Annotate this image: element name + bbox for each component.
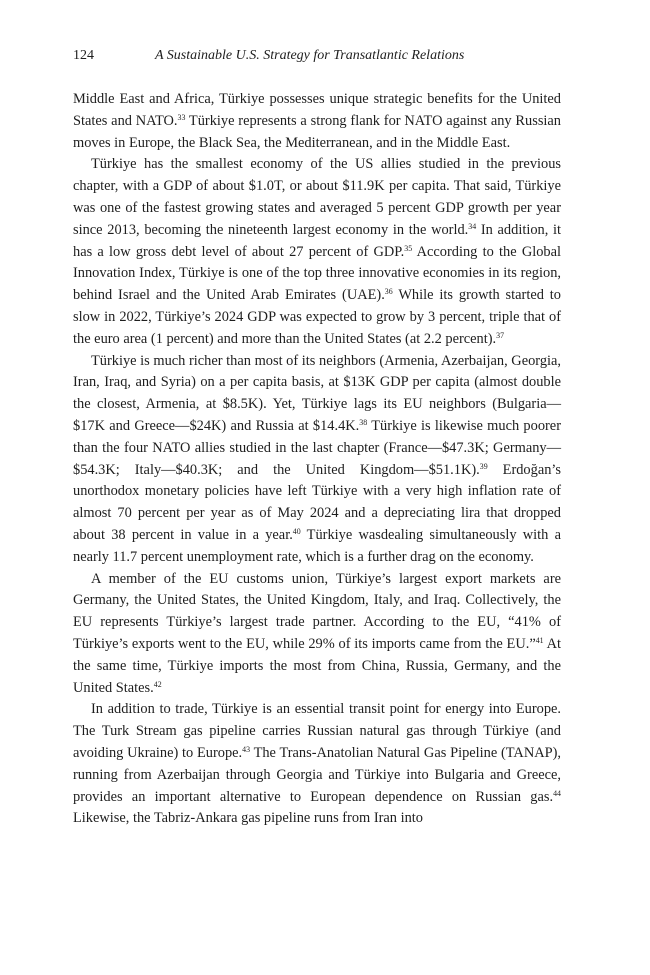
paragraph-text: Türkiye wasdealing simultaneously with a nearly 11.7 percent unemployment rate, which is a further drag on the economy.	[73, 526, 561, 565]
footnote-marker: 35	[404, 243, 413, 253]
footnote-marker: 34	[468, 221, 477, 231]
paragraph	[73, 351, 561, 569]
paragraph-text: A member of the EU customs union, Türkiye’s largest export markets are Germany, the United States, the United Kingdom, Italy, and Iraq. Collectively, the EU represents Türkiye’s largest trade partner. According to the EU, “41% of Türkiye’s exports went to the EU, while 29% of its imports came from the EU.”	[73, 570, 561, 652]
running-header	[73, 46, 561, 66]
paragraph-text: Türkiye is likewise much poorer than the four NATO allies studied in the last chapter (France—$47.3K; Germany—$54.3K; Italy—$40.3K; and the United Kingdom—$51.1K).	[73, 417, 561, 478]
footnote-marker: 33	[177, 112, 186, 122]
paragraph-text: Türkiye is much richer than most of its neighbors (Armenia, Azerbaijan, Georgia, Iran, Iraq, and Syria) on a per capita basis, at $13K GDP per capita (almost double the closest, Armenia, at $8.5K). Yet, Türkiye lags its EU neighbors (Bulgaria—$17K and Greece—$24K) and Russia at $14.4K.	[73, 352, 561, 434]
paragraph-text: In addition, it has a low gross debt level of about 27 percent of GDP.	[73, 221, 561, 260]
paragraph	[73, 154, 561, 350]
footnote-marker: 44	[553, 788, 561, 798]
paragraph-text: The Trans-Anatolian Natural Gas Pipeline (TANAP), running from Azerbaijan through Georgia and Türkiye into Bulgaria and Greece, provides an important alternative to European dependence on Russian gas.	[73, 744, 562, 805]
footnote-marker: 40	[292, 526, 301, 536]
paragraph-text: According to the Global Innovation Index, Türkiye is one of the top three innovative economies in its region, behind Israel and the United Arab Emirates (UAE).	[73, 243, 561, 304]
paragraph-text: Türkiye has the smallest economy of the US allies studied in the previous chapter, with a GDP of about $1.0T, or about $11.9K per capita. That said, Türkiye was one of the fastest growing states and averaged 5 percent GDP growth per year since 2013, becoming the nineteenth largest economy in the world.	[73, 156, 561, 238]
paragraph	[73, 699, 561, 830]
footnote-marker: 38	[359, 417, 368, 427]
body-text	[73, 89, 561, 830]
paragraph-text: Erdoğan’s unorthodox monetary policies have left Türkiye with a very high inflation rate of almost 70 percent per year as of May 2024 and a depreciating lira that dropped about 38 percent in value in a year.	[73, 461, 562, 543]
footnote-marker: 36	[384, 287, 393, 297]
paragraph	[73, 569, 561, 700]
footnote-marker: 42	[153, 679, 162, 689]
paragraph-text: Türkiye represents a strong flank for NATO against any Russian moves in Europe, the Black Sea, the Mediterranean, and in the Middle East.	[73, 112, 562, 151]
paragraph-text: While its growth started to slow in 2022, Türkiye’s 2024 GDP was expected to grow by 3 percent, triple that of the euro area (1 percent) and more than the United States (at 2.2 percent).	[73, 287, 561, 347]
footnote-marker: 43	[242, 744, 251, 754]
paragraph-text: At the same time, Türkiye imports the most from China, Russia, Germany, and the United States.	[73, 635, 561, 696]
running-title: A Sustainable U.S. Strategy for Transatlantic Relations	[155, 48, 465, 63]
footnote-marker: 39	[479, 461, 488, 471]
page-number: 124	[73, 48, 94, 63]
footnote-marker: 37	[496, 330, 505, 340]
footnote-marker: 41	[535, 635, 544, 645]
paragraph	[73, 89, 561, 154]
paragraph-text: Middle East and Africa, Türkiye possesses unique strategic benefits for the United States and NATO.	[73, 91, 561, 129]
paragraph-text: Likewise, the Tabriz-Ankara gas pipeline runs from Iran into	[73, 810, 423, 827]
paragraph-text: In addition to trade, Türkiye is an essential transit point for energy into Europe. The Turk Stream gas pipeline carries Russian natural gas through Türkiye (and avoiding Ukraine) to Europe.	[73, 701, 561, 761]
